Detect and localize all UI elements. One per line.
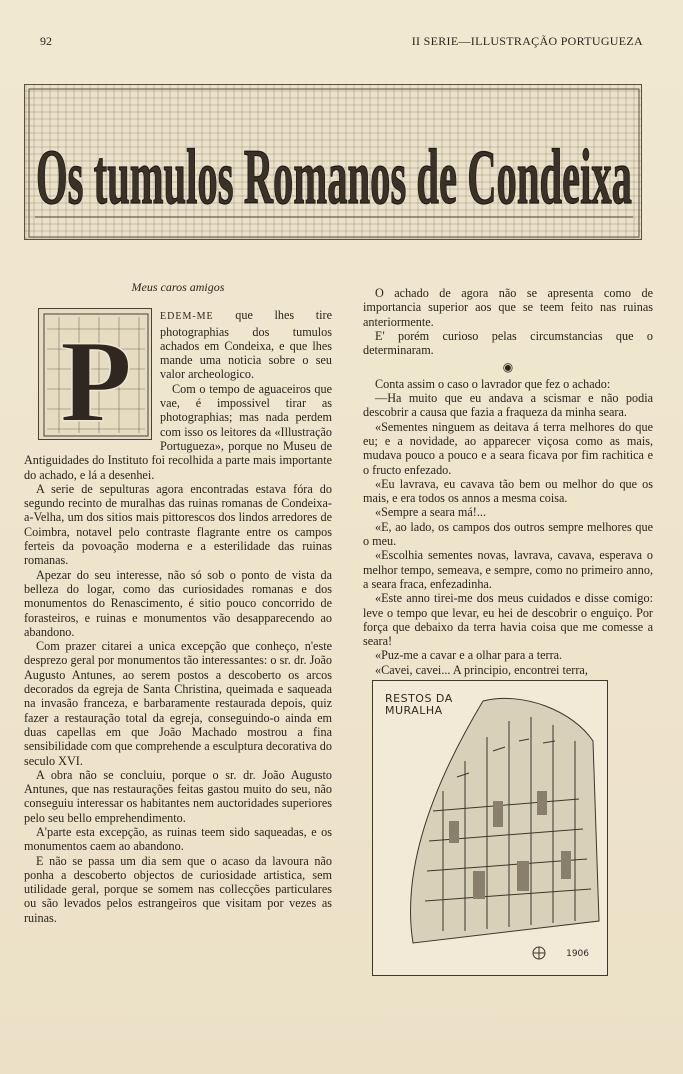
paragraph: Com prazer citarei a unica excepção que conheço, n'este desprezo geral por monumentos tão interessantes: o sr. dr. João Augusto Antunes, ao serem postos a descoberto os arcos decorados da egreja de Santa Christina, queimada e saqueada na invasão franceza, e barbaramente restaurada depois, quiz fazer a restauração total da egreja, conseguindo-o ainda em duas capellas em que João Machado mostrou a fina sensibilidade com que comprehende a esculptura decorativa do seculo XVI. bbox=[24, 639, 332, 768]
paragraph: «Sempre a seara má!... bbox=[375, 505, 486, 520]
paragraph: E não se passa um dia sem que o acaso da lavoura não ponha a descoberto objectos de curiosidade artistica, sem utilidade geral, porque se somem nas collecções particulares ou são levados pelos estrangeiros que visitam por vezes as ruinas. bbox=[24, 853, 332, 925]
paragraph: A'parte esta excepção, as ruinas teem sido saqueadas, e os monumentos caem ao abandono. bbox=[24, 824, 332, 854]
section-ornament: ◉ bbox=[502, 360, 514, 375]
paragraph: «Puz-me a cavar e a olhar para a terra. bbox=[375, 648, 563, 663]
paragraph: «Cavei, cavei... A principio, encontrei terra, bbox=[375, 662, 588, 677]
title-lettering bbox=[25, 85, 643, 241]
paragraph: «Eu lavrava, eu cavava tão bem ou melhor do que os mais, e era todos os annos a mesma coisa. bbox=[363, 476, 653, 506]
paragraph: «Este anno tirei-me dos meus cuidados e disse comigo: leve o tempo que levar, eu hei de descobrir o enguiço. Por força que debaixo da terra havia coisa que me comesse a seara! bbox=[363, 591, 653, 649]
drop-cap-ornament bbox=[38, 308, 152, 440]
left-column bbox=[24, 280, 332, 925]
paragraph: A serie de sepulturas agora encontradas estava fóra do segundo recinto de muralhas das ruinas romanas de Condeixa-a-Velha, um dos sitios mais pittorescos dos lindos arredores de Coimbra, notavel pelo contraste flagrante entre os campos ferteis da povoação moderna e a esterilidade das ruinas romanas. bbox=[24, 481, 332, 568]
paragraph: Conta assim o caso o lavrador que fez o achado: bbox=[375, 376, 611, 391]
paragraph: «Escolhia sementes novas, lavrava, cavava, esperava o melhor tempo, semeava, e sempre, como no primeiro anno, a seara fraca, enfezadinha. bbox=[363, 548, 653, 591]
drop-cap-letter: P bbox=[59, 316, 133, 442]
illustration-year: 1906 bbox=[566, 949, 589, 959]
page-number: 92 bbox=[40, 34, 52, 48]
ruins-drawing bbox=[373, 681, 609, 977]
paragraph: «E, ao lado, os campos dos outros sempre melhores que o meu. bbox=[363, 519, 653, 549]
paragraph: Apezar do seu interesse, não só sob o ponto de vista da belleza do logar, como das curiosidades romanas e dos monumentos do Renascimento, é sitio pouco concorrido de forasteiros, e ruinas e monumentos vão desapparecendo ao abandono. bbox=[24, 567, 332, 639]
paragraph: Com o tempo de aguaceiros que vae, é impossivel tirar as photographias; mas nada perdem com isso os leitores da «Illustração Portugueza», porque no Museu de Antiguidades do Instituto foi recolhida a parte mais importante do achado, e lá a desenhei. bbox=[24, 381, 332, 482]
artist-monogram bbox=[533, 947, 545, 959]
title-banner bbox=[24, 84, 642, 240]
paragraph: E' porém curioso pelas circumstancias que o determinaram. bbox=[363, 328, 653, 358]
illustration-caption: RESTOS DA MURALHA bbox=[385, 692, 453, 717]
paragraph: A obra não se concluiu, porque o sr. dr. João Augusto Antunes, que nas restaurações feitas gastou muito do seu, não conseguiu interessar os habitantes nem auctoridades superiores pelo seu bello emprehendimento. bbox=[24, 767, 332, 825]
salutation: Meus caros amigos bbox=[131, 280, 225, 294]
running-head bbox=[40, 34, 643, 50]
paragraph: «Sementes ninguem as deitava á terra melhores do que eu; e a novidade, ao apparecer viçosa como as mais, mudava pouco a pouco e a seara ficava por fim rachitica e o fructo enfezado. bbox=[363, 419, 653, 477]
wall-ruins-sketch bbox=[372, 680, 608, 976]
series-title: II SERIE—ILLUSTRAÇÃO PORTUGUEZA bbox=[411, 34, 643, 48]
page-title: Os tumulos Romanos de Condeixa bbox=[36, 133, 632, 220]
paragraph: —Ha muito que eu andava a scismar e não podia descobrir a causa que fazia a fraqueza da minha seara. bbox=[363, 391, 653, 420]
intro-paragraph: EDEM-ME que lhes tire photographias dos tumulos achados em Condeixa, e que lhes mande uma noticia sobre o seu valor archeologico. bbox=[160, 308, 332, 382]
right-column bbox=[363, 286, 653, 677]
paragraph: O achado de agora não se apresenta como de importancia superior aos que se teem feito nas ruinas anteriormente. bbox=[363, 286, 653, 329]
